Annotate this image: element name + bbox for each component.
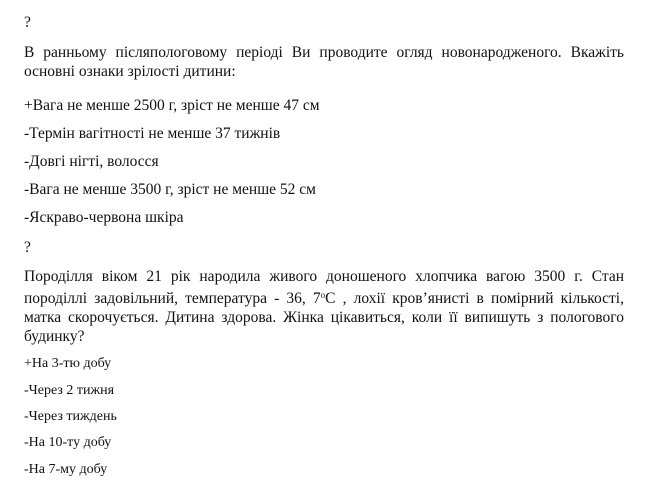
question-text-2-part1: Породілля віком 21 рік народила живого доношеного хлопчика вагою 3500 г. Стан породіллі задовільний, температура - 36, 7 xyxy=(24,268,624,307)
question-text-2-part2: С , лохії кров’янисті в помірний кількості, матка скорочується. Дитина здорова. Жінка цікавиться, коли її випишуть з пологового будинку? xyxy=(24,290,624,345)
answer-1-5: -Яскраво-червона шкіра xyxy=(24,209,184,226)
question-text-1: В ранньому післяпологовому періоді Ви проводите огляд новонародженого. Вкажіть основні ознаки зрілості дитини: xyxy=(24,44,624,80)
answer-1-1: +Вага не менше 2500 г, зріст не менше 47 см xyxy=(24,97,320,114)
answer-1-4: -Вага не менше 3500 г, зріст не менше 52 см xyxy=(24,181,316,198)
answer-2-5: -На 7-му добу xyxy=(24,462,108,477)
answer-2-1: +На 3-тю добу xyxy=(24,356,112,371)
answer-2-2: -Через 2 тижня xyxy=(24,383,115,398)
answer-1-3: -Довгі нігті, волосся xyxy=(24,153,159,170)
question-text-2 xyxy=(24,267,624,346)
question-marker-1: ? xyxy=(24,14,31,31)
question-marker-2: ? xyxy=(24,239,31,256)
answer-2-4: -На 10-ту добу xyxy=(24,435,112,450)
answer-1-2: -Термін вагітності не менше 37 тижнів xyxy=(24,125,281,142)
degree-sign: о xyxy=(320,290,326,300)
answer-2-3: -Через тиждень xyxy=(24,409,117,424)
